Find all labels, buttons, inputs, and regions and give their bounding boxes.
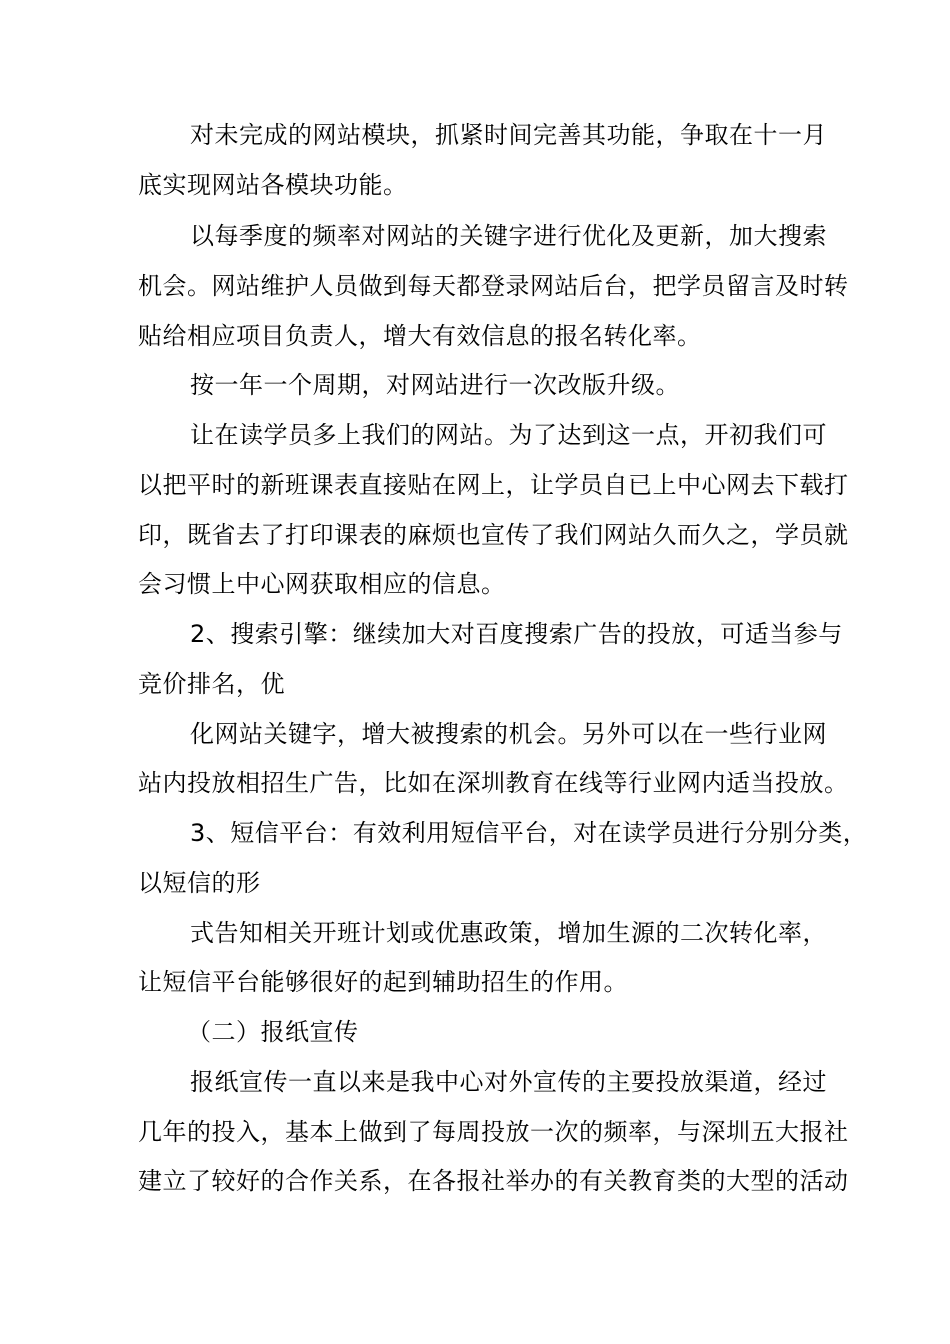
paragraph-line: 3、短信平台：有效利用短信平台，对在读学员进行分别分类， xyxy=(190,819,868,847)
paragraph-line: 对未完成的网站模块，抓紧时间完善其功能，争取在十一月 xyxy=(190,121,827,149)
paragraph-line: 2、搜索引擎：继续加大对百度搜索广告的投放，可适当参与 xyxy=(190,620,843,648)
paragraph-line: 竞价排名，优 xyxy=(138,670,285,698)
paragraph-line: 会习惯上中心网获取相应的信息。 xyxy=(138,570,506,598)
paragraph-line: 贴给相应项目负责人，增大有效信息的报名转化率。 xyxy=(138,322,702,350)
paragraph-line: 式告知相关开班计划或优惠政策，增加生源的二次转化率， xyxy=(190,919,827,947)
section-heading: （二）报纸宣传 xyxy=(187,1018,359,1046)
paragraph-line: 机会。网站维护人员做到每天都登录网站后台，把学员留言及时转 xyxy=(138,272,849,300)
paragraph-line: 以每季度的频率对网站的关键字进行优化及更新，加大搜索 xyxy=(190,222,827,250)
paragraph-line: 站内投放相招生广告，比如在深圳教育在线等行业网内适当投放。 xyxy=(138,769,849,797)
paragraph-line: 以把平时的新班课表直接贴在网上，让学员自已上中心网去下载打 xyxy=(138,471,849,499)
paragraph-line: 底实现网站各模块功能。 xyxy=(138,171,408,199)
paragraph-line: 印，既省去了打印课表的麻烦也宣传了我们网站久而久之，学员就 xyxy=(138,521,849,549)
paragraph-line: 建立了较好的合作关系，在各报社举办的有关教育类的大型的活动 xyxy=(138,1167,849,1195)
paragraph-line: 让短信平台能够很好的起到辅助招生的作用。 xyxy=(138,968,628,996)
paragraph-line: 化网站关键字，增大被搜索的机会。另外可以在一些行业网 xyxy=(190,720,827,748)
paragraph-line: 按一年一个周期，对网站进行一次改版升级。 xyxy=(190,371,680,399)
paragraph-line: 几年的投入，基本上做到了每周投放一次的频率，与深圳五大报社 xyxy=(138,1118,849,1146)
paragraph-line: 以短信的形 xyxy=(138,869,261,897)
paragraph-line: 让在读学员多上我们的网站。为了达到这一点，开初我们可 xyxy=(190,421,827,449)
paragraph-line: 报纸宣传一直以来是我中心对外宣传的主要投放渠道，经过 xyxy=(190,1068,827,1096)
